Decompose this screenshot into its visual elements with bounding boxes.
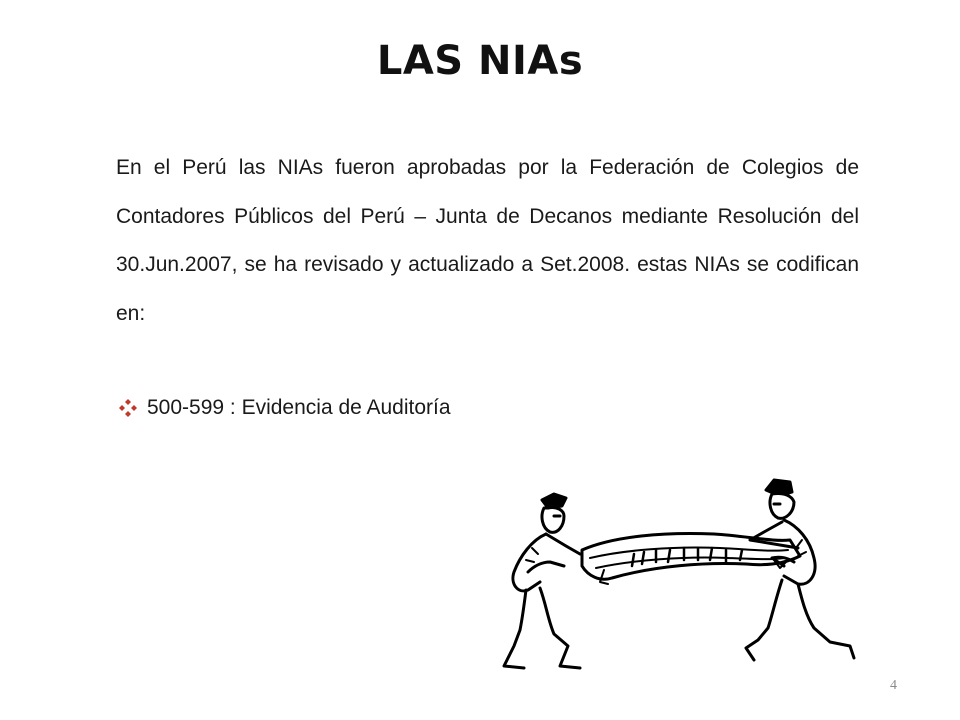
- diamond-bullet-icon: [118, 398, 138, 418]
- torn-document: [582, 534, 800, 584]
- body-paragraph: En el Perú las NIAs fueron aprobadas por la Federación de Colegios de Contadores Públicos del Perú – Junta de Decanos mediante Resolución del 30.Jun.2007, se ha revisado y actualizado a Set.2008. estas NIAs se codifican en:: [116, 156, 859, 325]
- page-number: 4: [890, 678, 897, 693]
- right-man-figure: [746, 480, 854, 660]
- tug-of-war-clipart: [484, 470, 880, 680]
- bullet-item: [118, 392, 451, 424]
- left-man-figure: [504, 494, 580, 668]
- slide-title: LAS NIAs: [376, 38, 584, 84]
- bullet-text: 500-599 : Evidencia de Auditoría: [147, 396, 451, 419]
